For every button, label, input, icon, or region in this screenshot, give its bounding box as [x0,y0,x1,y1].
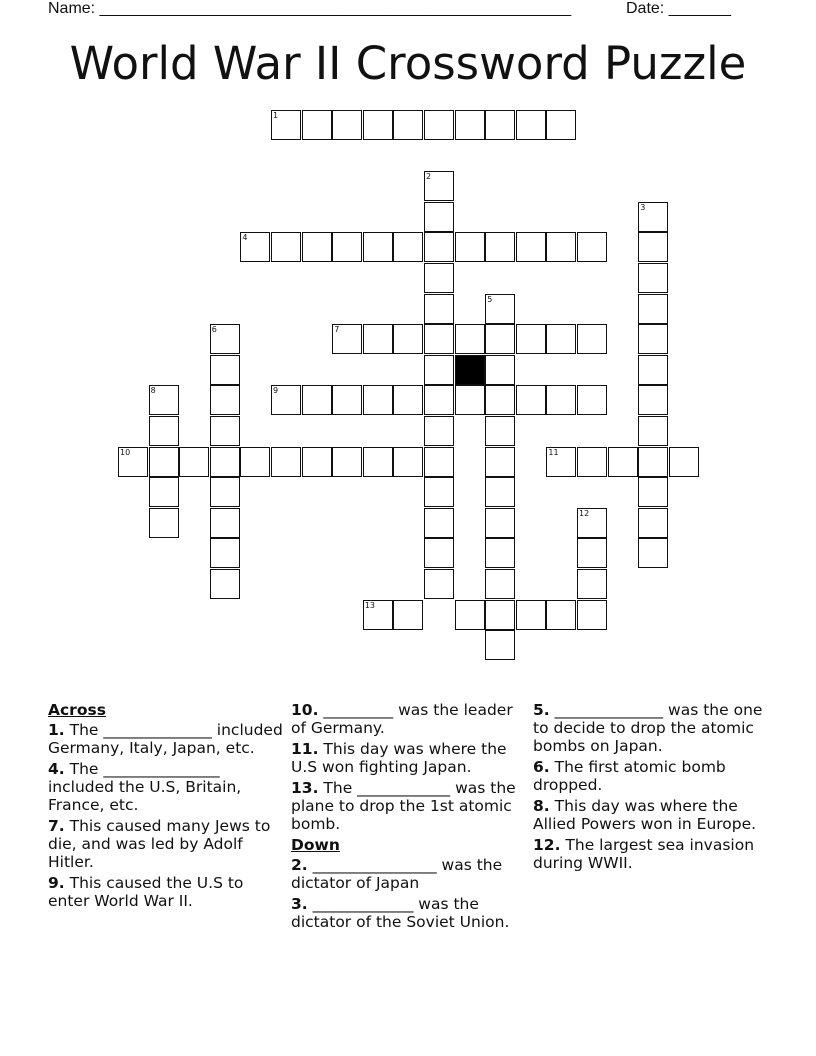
crossword-cell[interactable] [577,385,607,415]
clue-item [533,758,769,794]
crossword-cell[interactable] [455,324,485,354]
crossword-cell[interactable] [393,110,423,140]
crossword-cell[interactable] [393,232,423,262]
crossword-cell[interactable] [393,447,423,477]
crossword-cell[interactable] [363,447,393,477]
crossword-cell[interactable] [424,202,454,232]
clue-text: This caused many Jews to die, and was led by Adolf Hitler. [48,817,271,871]
crossword-cell[interactable] [210,416,240,446]
crossword-cell[interactable] [546,600,576,630]
clue-text: _________ was the leader of Germany. [291,701,513,737]
clue-number: 9 [273,386,279,396]
crossword-cell[interactable] [455,232,485,262]
crossword-cell[interactable] [393,324,423,354]
crossword-cell[interactable] [424,416,454,446]
crossword-cell[interactable] [546,324,576,354]
crossword-cell[interactable] [485,630,515,660]
crossword-cell[interactable] [455,110,485,140]
clue-number: 2 [426,172,432,182]
crossword-cell[interactable] [332,110,362,140]
crossword-cell[interactable] [302,385,332,415]
clue-number: 13 [364,600,375,610]
clue-number: 12. [533,836,561,854]
clue-item [291,779,527,833]
crossword-cell[interactable] [577,538,607,568]
crossword-cell[interactable] [577,232,607,262]
crossword-cell[interactable] [638,538,668,568]
clue-number: 12 [579,508,590,518]
clue-number: 8. [533,797,550,815]
clue-text: The largest sea invasion during WWII. [533,836,755,872]
crossword-cell[interactable] [638,385,668,415]
crossword-cell[interactable] [149,447,179,477]
crossword-cell[interactable] [638,355,668,385]
crossword-cell[interactable] [424,447,454,477]
clue-number: 3. [291,895,308,913]
date-field: Date: _______ [626,0,731,17]
clue-number: 8 [150,386,156,396]
down-heading: Down [291,836,340,854]
crossword-cell[interactable] [577,569,607,599]
crossword-cell[interactable] [516,110,546,140]
clue-item [48,760,284,814]
crossword-cell[interactable] [393,385,423,415]
clue-item [291,856,527,892]
crossword-cell[interactable] [638,294,668,324]
clue-text: The _______________ included the U.S, Britain, France, etc. [48,760,242,814]
clue-text: This caused the U.S to enter World War II. [48,874,244,910]
crossword-cell[interactable] [455,385,485,415]
clue-text: The ______________ included Germany, Italy, Japan, etc. [48,721,283,757]
crossword-cell[interactable] [210,508,240,538]
crossword-cell[interactable] [638,477,668,507]
clue-number: 1 [273,111,279,120]
crossword-cell[interactable] [210,447,240,477]
crossword-cell[interactable] [424,477,454,507]
clue-item [48,817,284,871]
clues-column-1 [48,701,284,913]
crossword-cell[interactable] [485,477,515,507]
crossword-cell[interactable] [149,416,179,446]
crossword-cell[interactable] [608,447,638,477]
clue-number: 4. [48,760,65,778]
crossword-cell[interactable] [638,508,668,538]
crossword-cell[interactable] [332,232,362,262]
crossword-cell[interactable] [271,447,301,477]
clue-text: The first atomic bomb dropped. [533,758,726,794]
clue-text: _____________ was the dictator of the Soviet Union. [291,895,510,931]
crossword-cell[interactable] [118,447,148,477]
crossword-cell[interactable] [546,447,576,477]
crossword-cell[interactable] [332,385,362,415]
crossword-cell[interactable] [546,232,576,262]
crossword-cell[interactable] [455,600,485,630]
crossword-cell[interactable] [179,447,209,477]
clue-number: 4 [242,233,248,243]
crossword-cell[interactable] [485,538,515,568]
crossword-cell[interactable] [240,447,270,477]
clue-text: ______________ was the one to decide to drop the atomic bombs on Japan. [533,701,763,755]
crossword-cell[interactable] [210,385,240,415]
crossword-cell[interactable] [210,477,240,507]
crossword-cell[interactable] [424,508,454,538]
clue-number: 11 [548,447,559,457]
crossword-cell[interactable] [363,110,393,140]
crossword-cell[interactable] [210,538,240,568]
clue-number: 6. [533,758,550,776]
crossword-cell[interactable] [302,232,332,262]
crossword-cell[interactable] [271,385,301,415]
clue-text: This day was where the Allied Powers won in Europe. [533,797,757,833]
crossword-cell[interactable] [424,110,454,140]
crossword-cell[interactable] [332,447,362,477]
clue-number: 2. [291,856,308,874]
clue-item [48,721,284,757]
crossword-cell[interactable] [240,232,270,262]
crossword-cell[interactable] [302,110,332,140]
crossword-cell[interactable] [485,324,515,354]
name-field: Name: _____________________________________________________ [48,0,572,17]
clue-number: 9. [48,874,65,892]
crossword-cell[interactable] [638,447,668,477]
crossword-cell[interactable] [302,447,332,477]
crossword-cell[interactable] [485,447,515,477]
black-square [455,355,485,385]
crossword-cell[interactable] [485,110,515,140]
crossword-cell[interactable] [516,385,546,415]
crossword-cell[interactable] [485,508,515,538]
crossword-cell[interactable] [516,232,546,262]
clue-item [291,701,527,737]
crossword-cell[interactable] [424,385,454,415]
crossword-cell[interactable] [363,232,393,262]
crossword-cell[interactable] [210,324,240,354]
crossword-cell[interactable] [424,538,454,568]
crossword-cell[interactable] [363,324,393,354]
clue-number: 5. [533,701,550,719]
clue-number: 10 [120,447,131,457]
crossword-cell[interactable] [546,110,576,140]
crossword-cell[interactable] [485,600,515,630]
crossword-cell[interactable] [485,385,515,415]
crossword-cell[interactable] [638,232,668,262]
crossword-cell[interactable] [210,569,240,599]
clue-number: 7. [48,817,65,835]
crossword-cell[interactable] [393,600,423,630]
crossword-cell[interactable] [638,416,668,446]
clue-text: ________________ was the dictator of Japan [291,856,503,892]
crossword-cell[interactable] [485,355,515,385]
clues-column-3 [533,701,769,875]
clue-item [533,701,769,755]
clue-number: 11. [291,740,319,758]
crossword-cell[interactable] [546,385,576,415]
crossword-cell[interactable] [424,355,454,385]
clue-number: 13. [291,779,319,797]
clue-item [291,740,527,776]
clue-item [291,895,527,931]
crossword-cell[interactable] [424,232,454,262]
clue-number: 10. [291,701,319,719]
crossword-cell[interactable] [271,110,301,140]
crossword-cell[interactable] [669,447,699,477]
crossword-cell[interactable] [485,416,515,446]
crossword-cell[interactable] [485,232,515,262]
crossword-cell[interactable] [149,385,179,415]
crossword-cell[interactable] [638,263,668,293]
clue-item [533,797,769,833]
crossword-cell[interactable] [424,171,454,201]
clue-text: This day was where the U.S won fighting Japan. [291,740,507,776]
crossword-cell[interactable] [363,385,393,415]
clue-number: 1. [48,721,65,739]
crossword-cell[interactable] [577,324,607,354]
crossword-cell[interactable] [577,447,607,477]
clue-item [48,874,284,910]
crossword-cell[interactable] [516,324,546,354]
clue-number: 3 [640,202,646,212]
clue-number: 5 [487,294,493,304]
crossword-cell[interactable] [516,600,546,630]
clue-number: 6 [211,325,217,335]
crossword-cell[interactable] [363,600,393,630]
clue-text: The ____________ was the plane to drop the 1st atomic bomb. [291,779,516,833]
page-title: World War II Crossword Puzzle [69,37,747,90]
crossword-cell[interactable] [638,202,668,232]
clue-item [533,836,769,872]
crossword-cell[interactable] [485,294,515,324]
crossword-cell[interactable] [424,324,454,354]
crossword-cell[interactable] [210,355,240,385]
crossword-cell[interactable] [332,324,362,354]
crossword-cell[interactable] [424,569,454,599]
crossword-cell[interactable] [271,232,301,262]
crossword-cell[interactable] [485,569,515,599]
crossword-cell[interactable] [149,477,179,507]
crossword-cell[interactable] [638,324,668,354]
crossword-cell[interactable] [149,508,179,538]
crossword-cell[interactable] [424,294,454,324]
clues-column-2 [291,701,527,934]
clue-number: 7 [334,325,340,335]
crossword-cell[interactable] [577,600,607,630]
across-heading: Across [48,701,106,719]
crossword-cell[interactable] [577,508,607,538]
crossword-cell[interactable] [424,263,454,293]
